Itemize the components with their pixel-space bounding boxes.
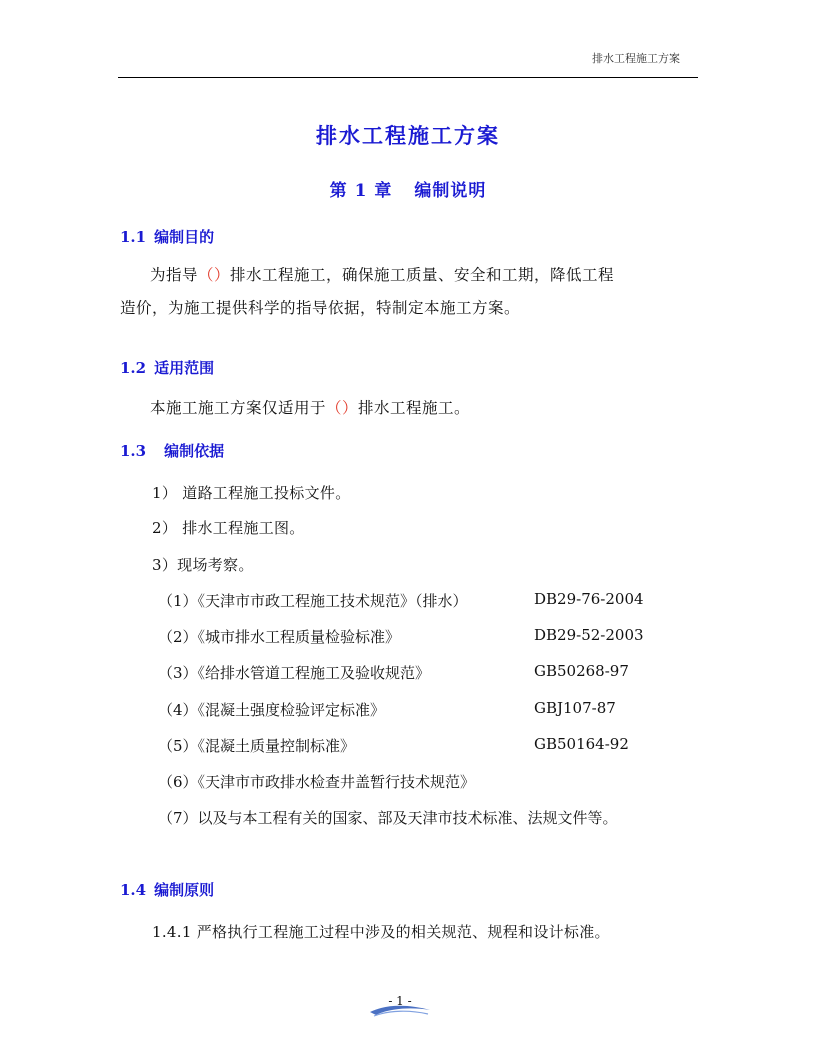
section-paragraph-1-2	[120, 392, 700, 425]
basis-item: 1） 道路工程施工投标文件。	[152, 484, 351, 502]
chapter-number: 第 1 章	[329, 181, 393, 201]
basis-item: 3）现场考察。	[152, 556, 254, 574]
standard-code: DB29-52-2003	[534, 626, 644, 644]
chapter-name: 编制说明	[414, 181, 487, 201]
principle-item: 1.4.1 严格执行工程施工过程中涉及的相关规范、规程和设计标准。	[152, 923, 610, 941]
paragraph-text: 排水工程施工。	[358, 399, 471, 417]
document-title: 排水工程施工方案	[316, 123, 500, 148]
chapter-heading	[0, 176, 816, 201]
section-paragraph-1-1	[120, 259, 700, 325]
section-heading-1-1	[120, 226, 214, 247]
section-heading-1-4	[120, 879, 214, 900]
section-title: 编制依据	[164, 442, 225, 460]
project-name-placeholder: （）	[326, 399, 359, 417]
standard-name: （3）《给排水管道工程施工及验收规范》	[158, 664, 431, 682]
section-title: 适用范围	[154, 359, 215, 377]
section-title: 编制原则	[154, 881, 215, 899]
paragraph-text: 本施工施工方案仅适用于	[150, 399, 327, 417]
header-text: 排水工程施工方案	[592, 52, 680, 65]
standard-code: DB29-76-2004	[534, 590, 644, 608]
section-number: 1.3	[120, 442, 147, 460]
standard-name: （1）《天津市市政工程施工技术规范》（排水）	[158, 592, 468, 610]
paragraph-text: 为指导	[150, 266, 199, 284]
section-title: 编制目的	[154, 228, 215, 246]
basis-item: 2） 排水工程施工图。	[152, 519, 305, 537]
standard-code: GBJ107-87	[534, 699, 616, 717]
standard-name: （4）《混凝土强度检验评定标准》	[158, 701, 386, 719]
page-header	[118, 48, 698, 78]
standard-name: （2）《城市排水工程质量检验标准》	[158, 628, 401, 646]
standard-name: （6）《天津市市政排水检查井盖暂行技术规范》	[158, 773, 476, 791]
project-name-placeholder: （）	[198, 266, 231, 284]
standard-name: （7）以及与本工程有关的国家、部及天津市技术标准、法规文件等。	[158, 809, 618, 827]
section-number: 1.1	[120, 228, 147, 246]
paragraph-text: 造价，为施工提供科学的指导依据，特制定本施工方案。	[120, 299, 521, 317]
standard-code: GB50164-92	[534, 735, 629, 753]
standard-name: （5）《混凝土质量控制标准》	[158, 737, 356, 755]
section-number: 1.2	[120, 359, 147, 377]
paragraph-text: 排水工程施工，确保施工质量、安全和工期，降低工程	[230, 266, 615, 284]
standard-code: GB50268-97	[534, 662, 629, 680]
section-number: 1.4	[120, 881, 147, 899]
section-heading-1-3	[120, 440, 224, 461]
section-heading-1-2	[120, 357, 214, 378]
page-number: - 1 -	[388, 994, 412, 1008]
